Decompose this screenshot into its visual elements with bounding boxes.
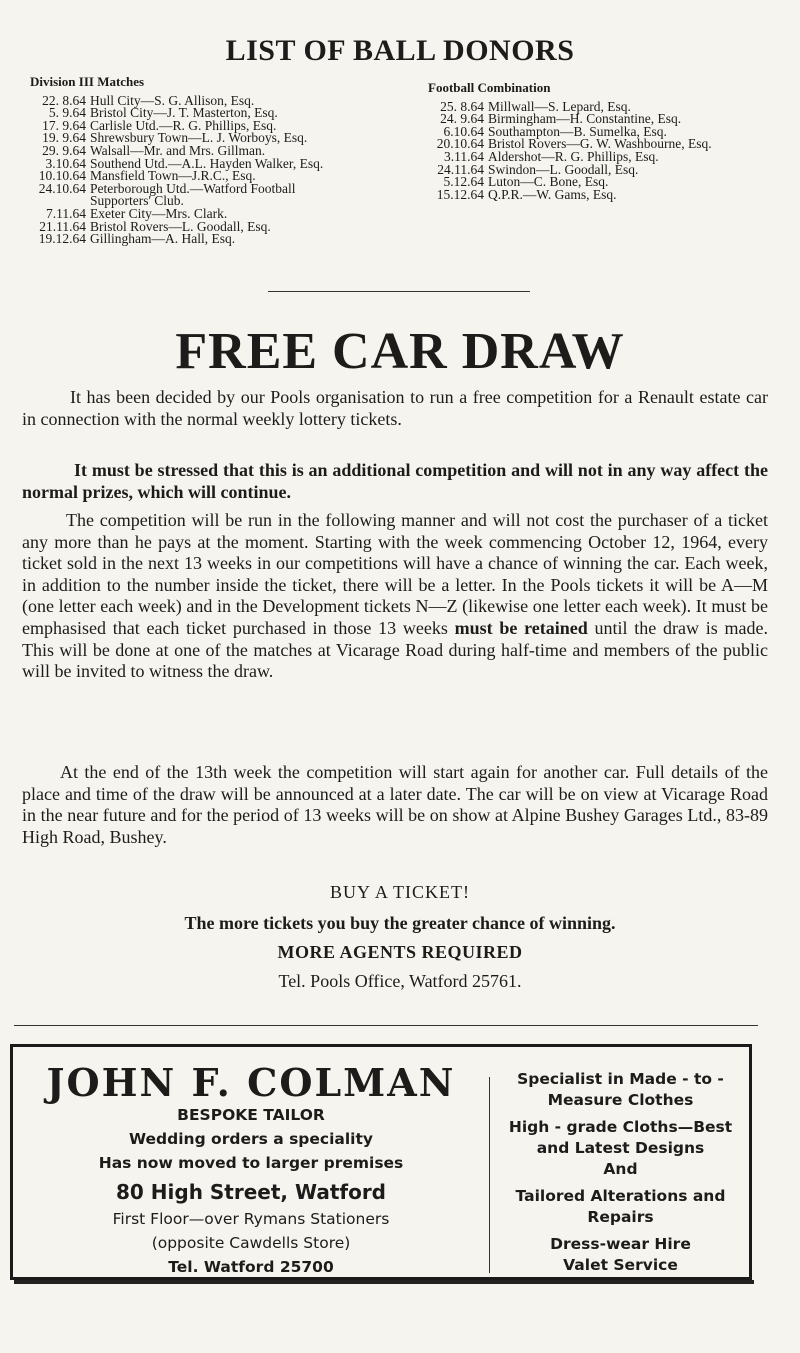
donor-date: 24.10.64 — [38, 180, 86, 196]
donor-text: Bristol City—J. T. Masterton, Esq. — [90, 105, 278, 121]
donor-date: 29. 9.64 — [42, 142, 86, 158]
pools-office-tel: Tel. Pools Office, Watford 25761. — [278, 971, 522, 991]
donor-date: 19. 9.64 — [42, 130, 86, 146]
donor-date: 25. 8.64 — [440, 98, 484, 114]
donor-text: Walsall—Mr. and Mrs. Gillman. — [90, 142, 266, 158]
details-paragraph: At the end of the 13th week the competition will start again for another car. Full details of the place and time of the draw will be announced at a later date. The car will be on view at Vicarage Road in the near future and for the period of 13 weeks will be on show at Alpine Bushey Garages Ltd., 83-89 High Road, Bushey. — [22, 762, 768, 847]
combination-list — [428, 82, 788, 201]
donor-row — [428, 186, 788, 202]
draw-title: FREE CAR DRAW — [175, 323, 625, 380]
advert-tel: Tel. Watford 25700 — [168, 1258, 334, 1276]
advert-trade: BESPOKE TAILOR — [177, 1106, 325, 1124]
advert-brand: JOHN F. COLMAN — [46, 1060, 456, 1105]
donor-text: Millwall—S. Lepard, Esq. — [488, 98, 631, 114]
advert-right-line: Valet Service — [563, 1256, 678, 1274]
advert-address: 80 High Street, Watford — [115, 1180, 386, 1204]
donor-text: Southend Utd.—A.L. Hayden Walker, Esq. — [90, 155, 324, 171]
donor-date: 10.10.64 — [38, 168, 86, 184]
advert-right-line: Tailored Alterations and — [515, 1187, 726, 1205]
donor-date: 22. 8.64 — [42, 92, 86, 108]
donor-date: 15.12.64 — [436, 186, 484, 202]
more-tickets-line: The more tickets you buy the greater chance of winning. — [184, 913, 616, 933]
donor-text: Mansfield Town—J.R.C., Esq. — [90, 168, 256, 184]
donor-date: 21.11.64 — [39, 218, 86, 234]
donor-date: 7.11.64 — [46, 205, 86, 221]
advert-moved: Has now moved to larger premises — [98, 1154, 404, 1172]
donor-text: Peterborough Utd.—Watford Football — [90, 180, 296, 196]
donors-title: LIST OF BALL DONORS — [225, 34, 575, 67]
rules-paragraph — [22, 510, 768, 683]
donor-text: Luton—C. Bone, Esq. — [488, 174, 609, 190]
donor-text: Q.P.R.—W. Gams, Esq. — [488, 186, 617, 202]
donor-text: Carlisle Utd.—R. G. Phillips, Esq. — [90, 117, 277, 133]
donor-text: Southampton—B. Sumelka, Esq. — [488, 123, 667, 139]
donor-text: Birmingham—H. Constantine, Esq. — [488, 111, 682, 127]
advert-right-panel — [493, 1069, 748, 1276]
intro-paragraph: It has been decided by our Pools organisation to run a free competition for a Renault estate car in connection with the normal weekly lottery tickets. — [22, 387, 768, 429]
advert-right-line: Dress-wear Hire — [550, 1235, 691, 1253]
donor-row — [30, 180, 410, 196]
donor-text: Supporters' Club. — [90, 193, 184, 209]
donor-date: 17. 9.64 — [42, 117, 86, 133]
donor-text: Exeter City—Mrs. Clark. — [90, 205, 228, 221]
donor-date: 6.10.64 — [443, 123, 484, 139]
advert-floor: First Floor—over Rymans Stationers — [112, 1210, 390, 1228]
advert-opposite: (opposite Cawdells Store) — [151, 1234, 351, 1252]
donor-date: 5.12.64 — [443, 174, 484, 190]
donor-text: Bristol Rovers—L. Goodall, Esq. — [90, 218, 271, 234]
advert-right-line: High - grade Cloths—Best — [508, 1118, 733, 1136]
donor-date: 19.12.64 — [38, 231, 86, 247]
donor-date: 24.11.64 — [437, 161, 484, 177]
division-list — [30, 76, 410, 246]
advert-left-panel — [13, 1047, 489, 1277]
section-divider — [268, 291, 530, 292]
donor-text: Hull City—S. G. Allison, Esq. — [90, 92, 255, 108]
advert-right-line: Repairs — [587, 1208, 654, 1226]
donor-date: 3.11.64 — [444, 148, 484, 164]
donor-row — [30, 233, 410, 246]
advert-shadow — [14, 1280, 754, 1284]
advert-divider — [489, 1077, 490, 1273]
donor-text: Shrewsbury Town—L. J. Worboys, Esq. — [90, 130, 308, 146]
donor-date: 5. 9.64 — [48, 105, 86, 121]
rules-text-b: until the draw is made. This will be done at one of the matches at Vicarage Road during half-time and members of the public will be invited to witness the draw. — [22, 617, 768, 682]
advert-right-line: Specialist in Made - to - — [517, 1070, 724, 1088]
donor-date: 20.10.64 — [436, 136, 484, 152]
donor-text: Aldershot—R. G. Phillips, Esq. — [488, 148, 659, 164]
page-divider — [14, 1025, 758, 1026]
agents-required: MORE AGENTS REQUIRED — [277, 942, 523, 962]
donor-date: 24. 9.64 — [440, 111, 484, 127]
advert-right-line: and Latest Designs — [536, 1139, 705, 1157]
rules-text-a: The competition will be run in the following manner and will not cost the purchaser of a ticket any more than he pays at the moment. Starting with the week commencing October 12, 1964, every ticket sold in the next 13 weeks in our competitions will have a chance of winning the car. Each week, in addition to the number inside the ticket, there will be a letter. In the Pools tickets it will be A—M (one letter each week) and in the Development tickets N—Z (likewise one letter each week). It must be emphasised that each ticket purchased in those 13 weeks — [22, 510, 768, 638]
donor-text: Bristol Rovers—G. W. Washbourne, Esq. — [488, 136, 712, 152]
division-heading: Division III Matches — [30, 74, 145, 89]
advert-right-line: And — [603, 1160, 638, 1178]
tailor-advert — [10, 1044, 752, 1280]
donor-text: Gillingham—A. Hall, Esq. — [90, 231, 236, 247]
buy-ticket: BUY A TICKET! — [329, 882, 470, 902]
advert-wedding: Wedding orders a speciality — [128, 1130, 374, 1148]
combination-heading: Football Combination — [428, 80, 551, 95]
stress-paragraph: It must be stressed that this is an additional competition and will not in any way affect the normal prizes, which will continue. — [22, 460, 768, 502]
donor-date: 3.10.64 — [45, 155, 86, 171]
donor-text: Swindon—L. Goodall, Esq. — [488, 161, 639, 177]
rules-text-bold: must be retained — [454, 617, 588, 638]
advert-right-line: Measure Clothes — [547, 1091, 694, 1109]
